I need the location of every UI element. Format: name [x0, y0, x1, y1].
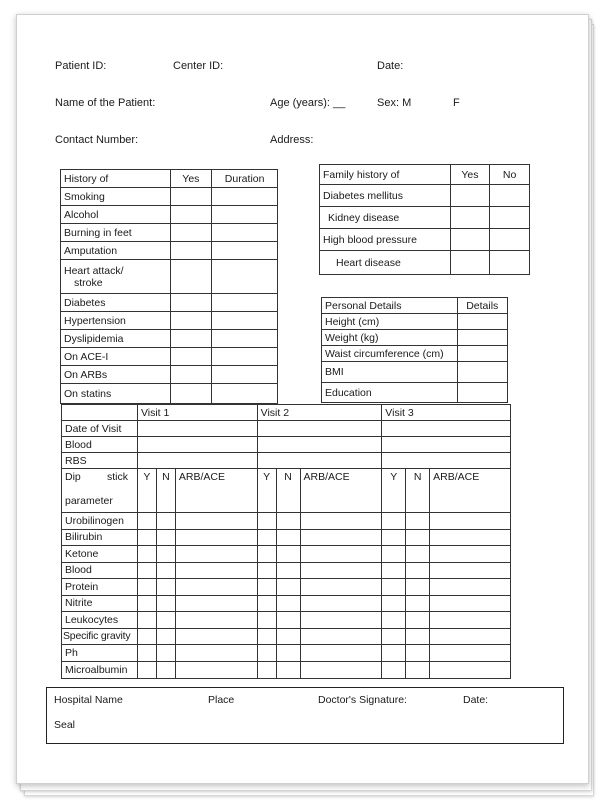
history-row: Diabetes [61, 294, 171, 312]
personal-row: Height (cm) [322, 314, 458, 330]
history-row: On statins [61, 384, 171, 404]
patient-name-label: Name of the Patient: [55, 97, 156, 109]
visit-row-label: Nitrite [62, 595, 138, 612]
date-label: Date: [377, 60, 404, 72]
personal-details-table [321, 297, 508, 403]
personal-row: Weight (kg) [322, 330, 458, 346]
visit-3-arb: ARB/ACE [430, 469, 511, 513]
family-row: Diabetes mellitus [320, 185, 451, 207]
family-no-header: No [490, 165, 530, 185]
dipstick-label-line [65, 471, 134, 483]
form-sheet [16, 14, 589, 784]
history-row: Hypertension [61, 312, 171, 330]
history-row: Alcohol [61, 206, 171, 224]
history-header: History of [61, 170, 171, 188]
visit-row-label: Microalbumin [62, 661, 138, 678]
visit-3-y: Y [382, 469, 406, 513]
address-label: Address: [270, 134, 314, 146]
visit-row-label: Urobilinogen [62, 513, 138, 530]
contact-label: Contact Number: [55, 134, 139, 146]
personal-header: Personal Details [322, 298, 458, 314]
history-row-line: Heart attack/ [64, 264, 124, 277]
visit-2-arb: ARB/ACE [300, 469, 382, 513]
history-row: On ARBs [61, 366, 171, 384]
visit-2-header: Visit 2 [257, 405, 382, 421]
visit-2-y: Y [257, 469, 276, 513]
dipstick-word: stick [106, 471, 128, 483]
place-label: Place [208, 694, 235, 706]
visit-row-label: RBS [62, 453, 138, 469]
history-row: Dyslipidemia [61, 330, 171, 348]
visit-row-label: Ph [62, 645, 138, 662]
sex-label: Sex: M [377, 97, 412, 109]
visit-row-label: Protein [62, 579, 138, 596]
visit-1-n: N [156, 469, 175, 513]
history-row: Smoking [61, 188, 171, 206]
dipstick-word: parameter [65, 495, 113, 507]
hospital-name-label: Hospital Name [54, 694, 123, 706]
family-row: High blood pressure [320, 229, 451, 251]
visit-row-label: Leukocytes [62, 612, 138, 629]
visits-table [61, 404, 511, 679]
visit-3-header: Visit 3 [382, 405, 511, 421]
history-row [61, 260, 171, 294]
history-row-line: stroke [74, 276, 103, 289]
visit-row-label: Date of Visit [62, 421, 138, 437]
family-history-table [319, 164, 530, 275]
history-row: Amputation [61, 242, 171, 260]
history-yes-header: Yes [170, 170, 212, 188]
footer-date-label: Date: [463, 694, 489, 706]
personal-details-header: Details [457, 298, 507, 314]
dipstick-word: Dip [65, 471, 81, 483]
sex-f-label: F [453, 97, 460, 109]
patient-id-label: Patient ID: [55, 60, 107, 72]
doctor-signature-label: Doctor's Signature: [318, 694, 407, 706]
visit-1-y: Y [137, 469, 156, 513]
visit-1-header: Visit 1 [137, 405, 257, 421]
family-row: Kidney disease [320, 207, 451, 229]
visit-1-arb: ARB/ACE [175, 469, 257, 513]
visit-2-n: N [276, 469, 300, 513]
history-row: On ACE-I [61, 348, 171, 366]
family-row: Heart disease [320, 251, 451, 275]
seal-label: Seal [54, 719, 76, 731]
center-id-label: Center ID: [173, 60, 224, 72]
footer-box [46, 687, 564, 744]
history-duration-header: Duration [212, 170, 278, 188]
age-label: Age (years): __ [270, 97, 346, 109]
family-header: Family history of [320, 165, 451, 185]
visit-row-label: Blood [62, 437, 138, 453]
visit-row-label: Bilirubin [62, 529, 138, 546]
visit-row-label: Ketone [62, 546, 138, 563]
dipstick-label [62, 469, 138, 513]
personal-row: Waist circumference (cm) [322, 346, 458, 362]
history-table [60, 169, 278, 404]
history-row: Burning in feet [61, 224, 171, 242]
family-yes-header: Yes [450, 165, 490, 185]
visit-row-label: Blood [62, 562, 138, 579]
visit-row-label: Specific gravity [62, 628, 138, 645]
personal-row: BMI [322, 362, 458, 383]
personal-row: Education [322, 383, 458, 403]
visit-3-n: N [406, 469, 430, 513]
